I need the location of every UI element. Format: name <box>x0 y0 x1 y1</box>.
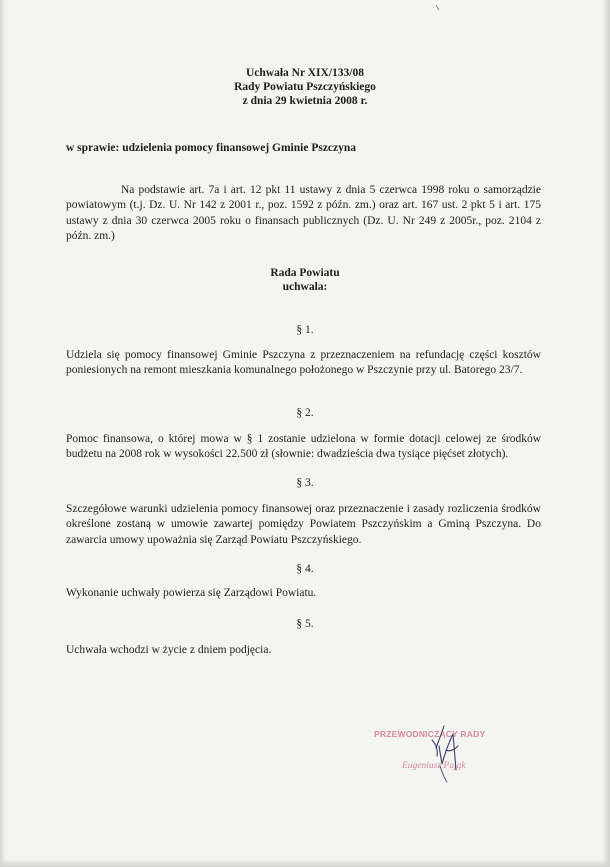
section-2-title: § 2. <box>296 407 314 419</box>
handwritten-signature-icon <box>406 720 476 790</box>
council-resolves: uchwala: <box>282 281 328 293</box>
section-2-text: Pomoc finansowa, o której mowa w § 1 zostanie udzielona w formie dotacji celowej ze środków budżetu na 2008 rok w wysokości 22.500 zł (słownie: dwadzieścia dwa tysiące pięćset złotych). <box>66 433 541 461</box>
scan-mark-icon <box>435 4 441 12</box>
chairman-stamp-name: Eugeniusz Pająk <box>402 761 466 771</box>
resolution-date: z dnia 29 kwietnia 2008 r. <box>242 95 368 107</box>
section-5-title: § 5. <box>296 618 314 630</box>
section-3-title: § 3. <box>296 477 314 489</box>
chairman-stamp-title: PRZEWODNICZĄCY RADY <box>374 729 486 739</box>
section-1-text: Udziela się pomocy finansowej Gminie Pszczyna z przeznaczeniem na refundację części kosztów poniesionych na remont mieszkania komunalnego położonego w Pszczynie przy ul. Batorego 23/7. <box>66 349 541 377</box>
section-3-text: Szczegółowe warunki udzielenia pomocy finansowej oraz przeznaczenie i zasady rozliczenia środków określone zostaną w umowie zawartej pomiędzy Powiatem Pszczyńskim a Gminą Pszczyna. Do zawarcia umowy upoważnia się Zarząd Powiatu Pszczyńskiego. <box>66 503 541 546</box>
legal-basis <box>66 183 541 244</box>
section-4-text: Wykonanie uchwały powierza się Zarządowi Powiatu. <box>66 587 317 599</box>
signature-block <box>368 718 518 798</box>
resolution-subject: w sprawie: udzielenia pomocy finansowej Gminie Pszczyna <box>66 142 357 154</box>
resolution-header <box>0 66 610 108</box>
section-4-title: § 4. <box>296 563 314 575</box>
legal-basis-text: Na podstawie art. 7a i art. 12 pkt 11 ustawy z dnia 5 czerwca 1998 roku o samorządzie powiatowym (t.j. Dz. U. Nr 142 z 2001 r., poz. 1592 z późn. zm.) oraz art. 167 ust. 2 pkt 5 i art. 175 ustawy z dnia 30 czerwca 2005 roku o finansach publicznych (Dz. U. Nr 249 z 2005r., poz. 2104 z późn. zm.) <box>66 184 541 242</box>
resolution-number: Uchwała Nr XIX/133/08 <box>246 67 364 79</box>
council-block <box>0 266 610 294</box>
section-5-text: Uchwała wchodzi w życie z dniem podjęcia. <box>66 644 272 656</box>
council-name: Rada Powiatu <box>270 267 340 279</box>
section-1-title: § 1. <box>296 324 314 336</box>
resolution-issuer: Rady Powiatu Pszczyńskiego <box>234 81 376 93</box>
